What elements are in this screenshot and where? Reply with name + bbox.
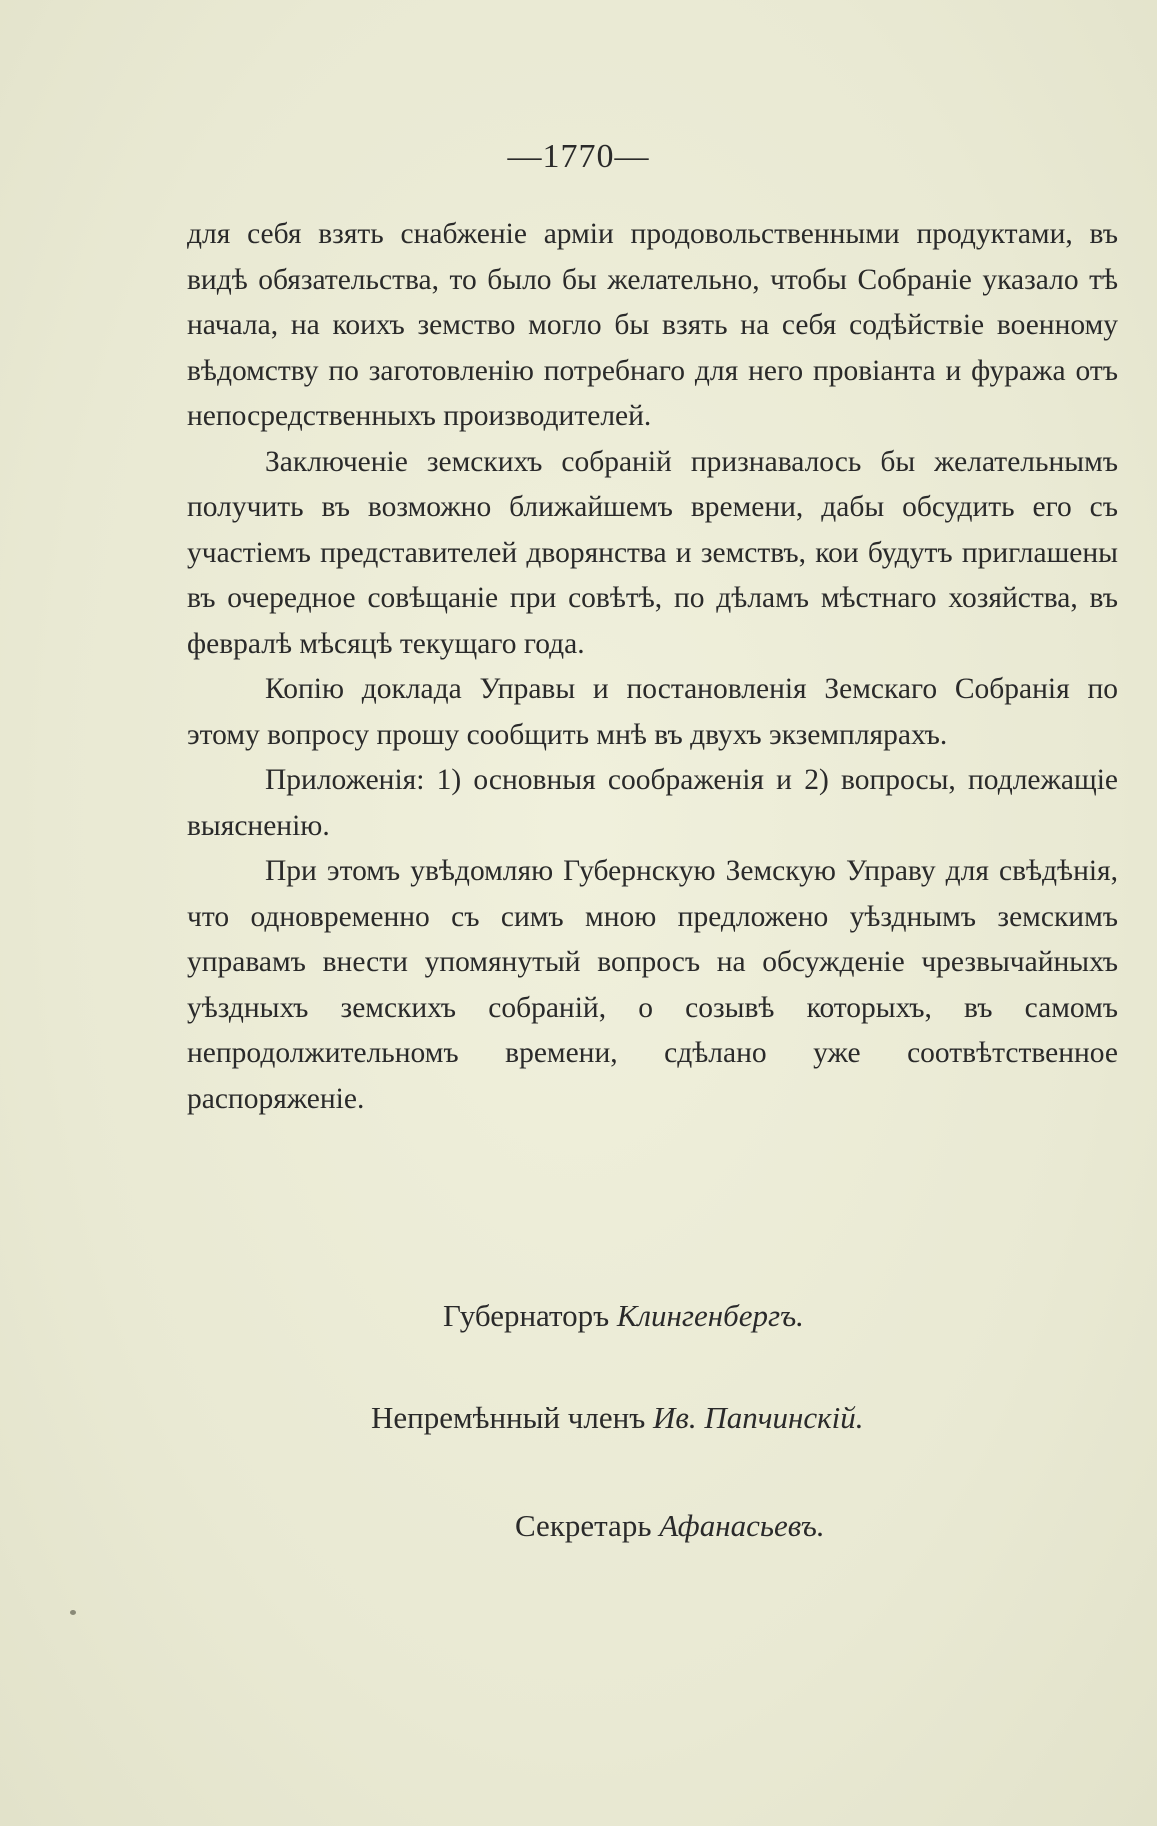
signature-name: Клингенбергъ. bbox=[616, 1298, 804, 1333]
body-text bbox=[187, 212, 1118, 1122]
paragraph-continuation: для себя взять снабженіе арміи продовольственными продуктами, въ видѣ обязательства, то было бы желательно, чтобы Собраніе указало тѣ начала, на коихъ земство могло бы взять на себя содѣйствіе военному вѣдомству по заготовленію потребнаго для него провіанта и фуража отъ непосредственныхъ производителей. bbox=[187, 218, 1118, 432]
signature-governor bbox=[443, 1298, 804, 1334]
paper-spot bbox=[70, 1610, 76, 1615]
signature-name: Ив. Папчинскій. bbox=[652, 1400, 864, 1435]
paragraph-attachments: Приложенія: 1) основныя соображенія и 2) вопросы, подлежащіе выясненію. bbox=[187, 764, 1118, 842]
paragraph-copy-request: Копію доклада Управы и постановленія Земскаго Собранія по этому вопросу прошу сообщить мнѣ въ двухъ экземплярахъ. bbox=[187, 673, 1118, 751]
signature-title: Непремѣнный членъ bbox=[371, 1400, 646, 1435]
paragraph-conclusion-request: Заключеніе земскихъ собраній признавалось бы желательнымъ получить въ возможно ближайшемъ времени, дабы обсудить его съ участіемъ представителей дворянства и земствъ, кои будутъ приглашены въ очередное совѣщаніе при совѣтѣ, по дѣламъ мѣстнаго хозяйства, въ февралѣ мѣсяцѣ текущаго года. bbox=[187, 445, 1118, 660]
signature-secretary bbox=[515, 1508, 825, 1544]
signature-title: Секретарь bbox=[515, 1508, 652, 1543]
page-number: —1770— bbox=[507, 138, 650, 175]
signature-permanent-member bbox=[371, 1400, 864, 1436]
signature-name: Афанасьевъ. bbox=[659, 1508, 825, 1543]
signature-title: Губернаторъ bbox=[443, 1298, 610, 1333]
paragraph-notification: При этомъ увѣдомляю Губернскую Земскую Управу для свѣдѣнія, что одновременно съ симъ мною предложено уѣзднымъ земскимъ управамъ внести упомянутый вопросъ на обсужденіе чрезвычайныхъ уѣздныхъ земскихъ собраній, о созывѣ которыхъ, въ самомъ непродолжительномъ времени, сдѣлано уже соотвѣтственное распоряженіе. bbox=[187, 855, 1118, 1115]
